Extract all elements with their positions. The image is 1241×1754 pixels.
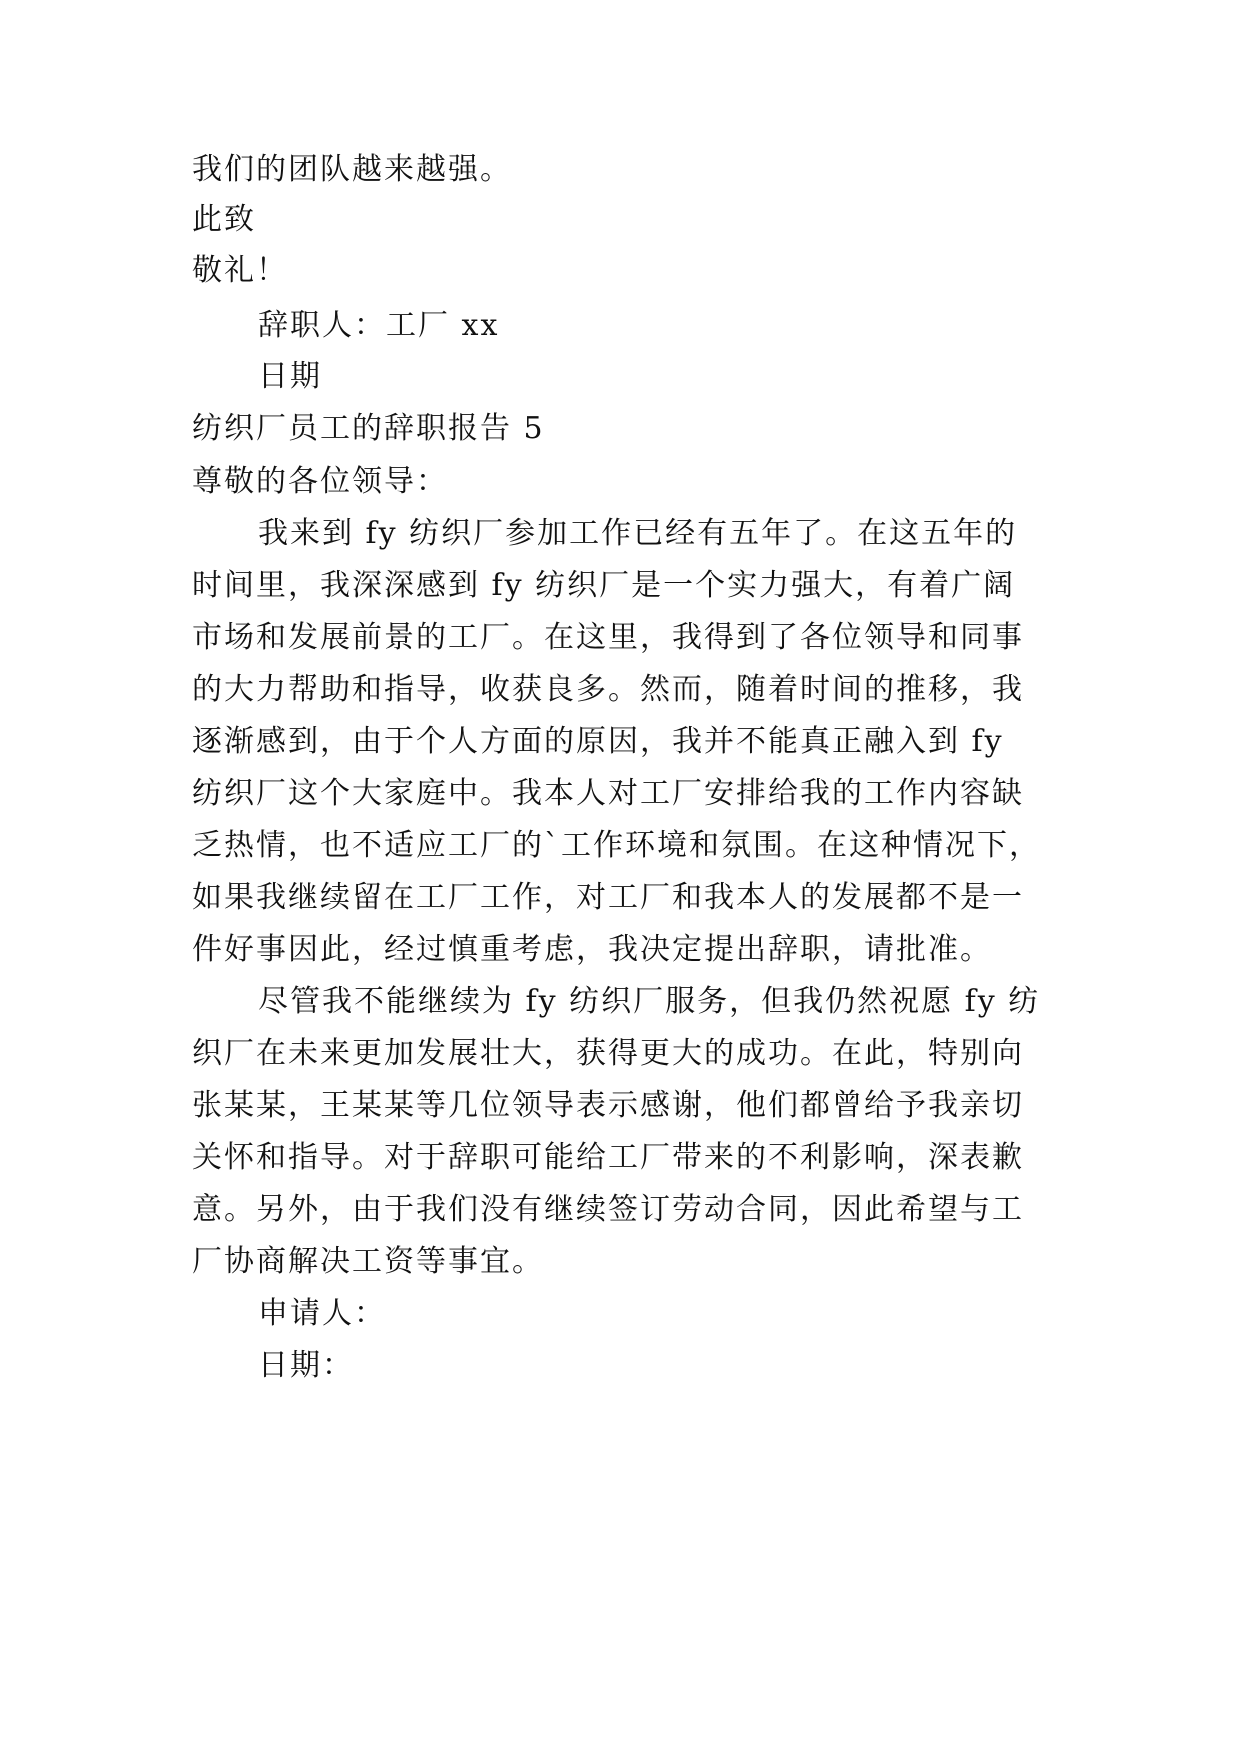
paragraph-line: 乏热情，也不适应工厂的`工作环境和氛围。在这种情况下， xyxy=(192,828,1041,863)
paragraph-line: 逐渐感到，由于个人方面的原因，我并不能真正融入到 fy xyxy=(192,724,1004,759)
section-title: 纺织厂员工的辞职报告 5 xyxy=(192,411,545,446)
paragraph-line: 如果我继续留在工厂工作，对工厂和我本人的发展都不是一 xyxy=(192,880,1024,915)
paragraph-line: 关怀和指导。对于辞职可能给工厂带来的不利影响，深表歉 xyxy=(192,1140,1024,1175)
paragraph-line: 张某某，王某某等几位领导表示感谢，他们都曾给予我亲切 xyxy=(192,1088,1024,1123)
paragraph-line: 市场和发展前景的工厂。在这里，我得到了各位领导和同事 xyxy=(192,620,1024,655)
paragraph-line: 尽管我不能继续为 fy 纺织厂服务，但我仍然祝愿 fy 纺 xyxy=(258,984,1041,1019)
salutation-cizhi: 此致 xyxy=(192,202,256,237)
resigner-signature: 辞职人：工厂 xx xyxy=(258,308,500,343)
paragraph-line: 织厂在未来更加发展壮大，获得更大的成功。在此，特别向 xyxy=(192,1036,1024,1071)
paragraph-line: 的大力帮助和指导，收获良多。然而，随着时间的推移，我 xyxy=(192,672,1024,707)
closing-sentence: 我们的团队越来越强。 xyxy=(192,152,512,187)
salutation-jingli: 敬礼！ xyxy=(192,253,288,288)
greeting: 尊敬的各位领导： xyxy=(192,464,448,499)
paragraph-line: 纺织厂这个大家庭中。我本人对工厂安排给我的工作内容缺 xyxy=(192,776,1024,811)
application-date-label: 日期： xyxy=(258,1348,354,1383)
applicant-label: 申请人： xyxy=(258,1296,386,1331)
date-label: 日期 xyxy=(258,359,322,394)
paragraph-line: 厂协商解决工资等事宜。 xyxy=(192,1244,544,1279)
paragraph-line: 我来到 fy 纺织厂参加工作已经有五年了。在这五年的 xyxy=(258,516,1018,551)
paragraph-line: 时间里，我深深感到 fy 纺织厂是一个实力强大，有着广阔 xyxy=(192,568,1016,603)
paragraph-line: 意。另外，由于我们没有继续签订劳动合同，因此希望与工 xyxy=(192,1192,1024,1227)
paragraph-line: 件好事因此，经过慎重考虑，我决定提出辞职，请批准。 xyxy=(192,932,992,967)
